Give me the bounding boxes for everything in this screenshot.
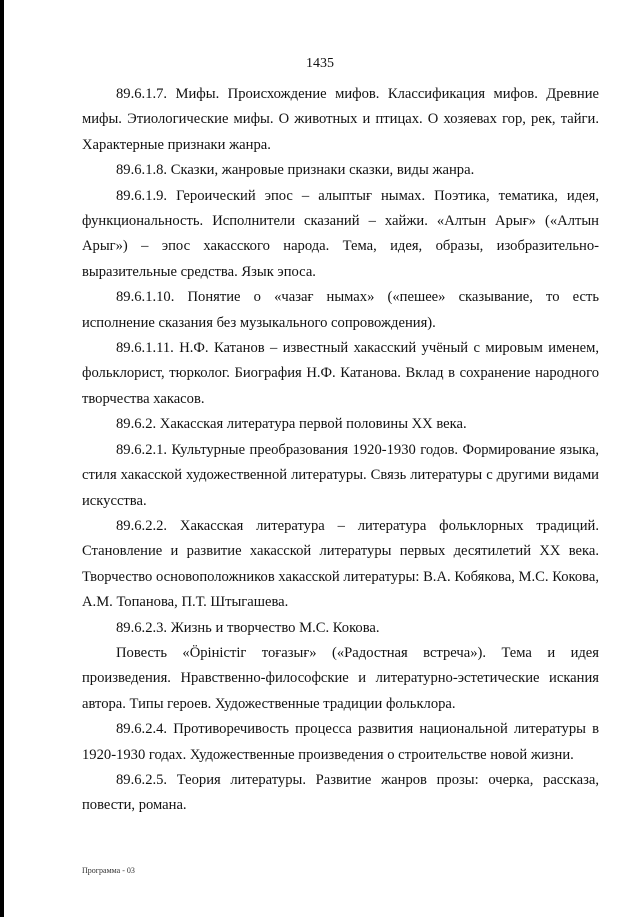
paragraph-89-6-2-4: 89.6.2.4. Противоречивость процесса развития национальной литературы в 1920-1930 годах. Художественные произведения о строительстве новой жизни. [82, 721, 599, 763]
document-body [82, 82, 599, 819]
page-number: 1435 [306, 56, 334, 71]
scan-edge [0, 0, 4, 917]
page-footer: Программа - 03 [82, 866, 135, 875]
paragraph-89-6-2-3: 89.6.2.3. Жизнь и творчество М.С. Кокова. [116, 619, 380, 636]
paragraph-89-6-2-2: 89.6.2.2. Хакасская литература – литература фольклорных традиций. Становление и развитие хакасской литературы первых десятилетий XX века. Творчество основоположников хакасской литературы: В.А. Кобякова, М.С. Кокова, А.М. Топанова, П.Т. Штыгашева. [82, 517, 599, 611]
paragraph-89-6-2: 89.6.2. Хакасская литература первой половины XX века. [116, 416, 467, 433]
paragraph-89-6-2-1: 89.6.2.1. Культурные преобразования 1920-1930 годов. Формирование языка, стиля хакасской художественной литературы. Связь литературы с другими видами искусства. [82, 441, 599, 509]
paragraph-89-6-1-9: 89.6.1.9. Героический эпос – алыптығ нымах. Поэтика, тематика, идея, функциональность. Исполнители сказаний – хайжи. «Алтын Арығ» («Алтын Арыг») – эпос хакасского народа. Тема, идея, образы, изобразительно-выразительные средства. Язык эпоса. [82, 187, 599, 280]
paragraph-89-6-1-8: 89.6.1.8. Сказки, жанровые признаки сказки, виды жанра. [116, 162, 475, 179]
paragraph-89-6-2-5: 89.6.2.5. Теория литературы. Развитие жанров прозы: очерка, рассказа, повести, романа. [82, 771, 599, 814]
paragraph-89-6-1-10: 89.6.1.10. Понятие о «чазағ нымах» («пешее» сказывание, то есть исполнение сказания без музыкального сопровождения). [82, 289, 599, 331]
paragraph-povest: Повесть «Öрiнiстiг тоғазығ» («Радостная встреча»). Тема и идея произведения. Нравственно-философские и литературно-эстетические искания автора. Типы героев. Художественные традиции фольклора. [82, 644, 599, 712]
paragraph-89-6-1-11: 89.6.1.11. Н.Ф. Катанов – известный хакасский учёный с мировым именем, фольклорист, тюрколог. Биография Н.Ф. Катанова. Вклад в сохранение народного творчества хакасов. [82, 340, 599, 407]
paragraph-89-6-1-7: 89.6.1.7. Мифы. Происхождение мифов. Классификация мифов. Древние мифы. Этиологические мифы. О животных и птицах. О хозяевах гор, рек, тайги. Характерные признаки жанра. [82, 86, 599, 153]
